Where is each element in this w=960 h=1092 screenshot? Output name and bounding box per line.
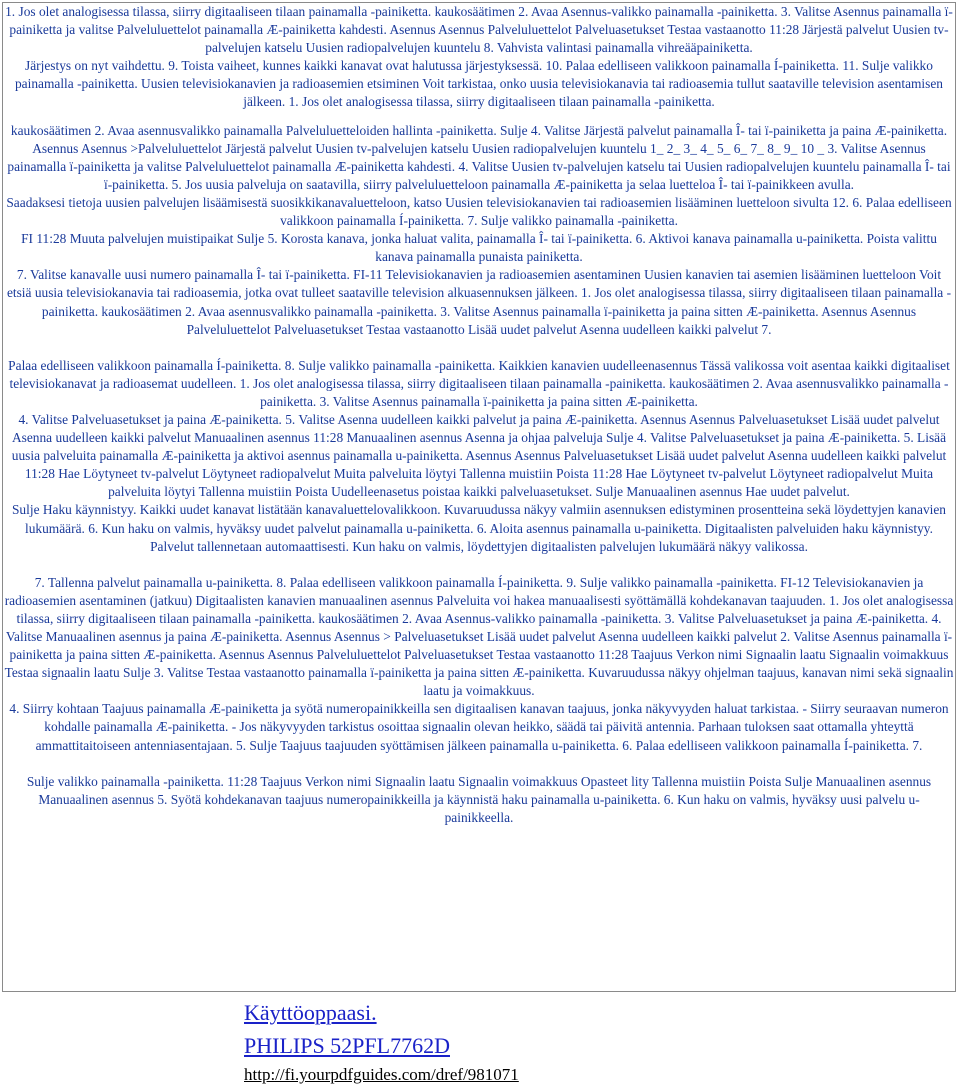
guide-links xyxy=(244,996,519,1088)
paragraph: 4. Valitse Palveluasetukset ja paina Æ-painiketta. 5. Valitse Asenna uudelleen kaikki palvelut ja paina Æ-painiketta. Asennus Asennus Palveluasetukset Lisää uudet palvelut Asenna uudelleen kaikki palvelut Manuaalinen asennus 11:28 Manuaalinen asennus Asenna ja ohjaa palveluja Sulje 4. Valitse Palveluasetukset ja paina Æ-painiketta. 5. Lisää uusia palveluita painamalla Æ-painiketta ja aktivoi asennus painamalla u-painiketta. Asennus Asennus Palveluasetukset Lisää uudet palvelut Asenna uudelleen kaikki palvelut 11:28 Hae Löytyneet tv-palvelut Löytyneet radiopalvelut Muita palveluita löytyi Tallenna muistiin Poista 11:28 Hae Löytyneet tv-palvelut Löytyneet radiopalvelut Muita palveluita löytyi Tallenna muistiin Poista Uudelleenasetus poistaa kaikki palveluasetukset. Sulje Manuaalinen asennus Hae uudet palvelut. xyxy=(11,411,947,500)
document-body xyxy=(4,3,954,827)
paragraph: kaukosäätimen 2. Avaa asennusvalikko painamalla Palveluluetteloiden hallinta -painiketta. Sulje 4. Valitse Järjestä palvelut painamalla Î- tai ï-painiketta ja paina Æ-painiketta. Asennus Asennus >Palveluluettelot Järjestä palvelut Uusien tv-palvelujen katselu Uusien radiopalvelujen kuuntelu 1_ 2_ 3_ 4_ 5_ 6_ 7_ 8_ 9_ 10 _ 3. Valitse Asennus painamalla ï-painiketta ja valitse Palveluluettelot painamalla Æ-painiketta kahdesti. 4. Valitse Uusien tv-palvelujen katselu tai Uusien radiopalvelujen kuuntelu painamalla Î- tai ï-painiketta. 5. Jos uusia palveluja on saatavilla, siirry palveluluetteloon painamalla Æ-painiketta ja selaa luetteloa Î- tai ï-painikkeen avulla. xyxy=(7,122,951,192)
url-link[interactable]: http://fi.yourpdfguides.com/dref/981071 xyxy=(244,1065,519,1084)
paragraph: 7. Tallenna palvelut painamalla u-painiketta. 8. Palaa edelliseen valikkoon painamalla Í-painiketta. 9. Sulje valikko painamalla -painiketta. FI-12 Televisiokanavien ja radioasemien asentaminen (jatkuu) Digitaalisten kanavien manuaalinen asennus Palveluita voi hakea manuaalisesti syöttämällä kohdekanavan taajuuden. 1. Jos olet analogisessa tilassa, siirry digitaaliseen tilaan painamalla -painiketta. kaukosäätimen 2. Avaa Asennus-valikko painamalla -painiketta. 3. Valitse Palveluasetukset ja paina Æ-painiketta. 4. Valitse Manuaalinen asennus ja paina Æ-painiketta. Asennus Asennus > Palveluasetukset Lisää uudet palvelut Asenna uudelleen kaikki palvelut 2. Valitse Asennus painamalla ï-painiketta ja paina sitten Æ-painiketta. Asennus Asennus Palveluluettelot Palveluasetukset Testaa vastaanotto 11:28 Taajuus Verkon nimi Signaalin laatu Signaalin voimakkuus Testaa signaalin laatu Sulje 3. Valitse Testaa vastaanotto painamalla ï-painiketta ja paina sitten Æ-painiketta. Kuvaruudussa näkyy ohjelman taajuus, kanavan nimi sekä signaalin laatu ja voimakkuus. xyxy=(4,574,954,699)
paragraph: Järjestys on nyt vaihdettu. 9. Toista vaiheet, kunnes kaikki kanavat ovat halutussa järjestyksessä. 10. Palaa edelliseen valikkoon painamalla Í-painiketta. 11. Sulje valikko painamalla -painiketta. Uusien televisiokanavien ja radioasemien etsiminen Voit tarkistaa, onko uusia televisiokanavia tai radioasemia tullut saataville television asentamisen jälkeen. 1. Jos olet analogisessa tilassa, siirry digitaaliseen tilaan painamalla -painiketta. xyxy=(14,58,944,110)
paragraph: Sulje Haku käynnistyy. Kaikki uudet kanavat listätään kanavaluettelovalikkoon. Kuvaruudussa näkyy valmiin asennuksen edistyminen prosentteina sekä löydettyjen kanavien lukumäärä. 6. Kun haku on valmis, hyväksy uudet palvelut painamalla u-painiketta. 6. Aloita asennus painamalla u-painiketta. Digitaalisten palveluiden haku käynnistyy. Palvelut tallennetaan automaattisesti. Kun haku on valmis, löydettyjen digitaalisten palvelujen lukumäärä näkyy valikossa. xyxy=(11,502,946,554)
paragraph: FI 11:28 Muuta palvelujen muistipaikat Sulje 5. Korosta kanava, jonka haluat valita, painamalla Î- tai ï-painiketta. 6. Aktivoi kanava painamalla u-painiketta. Poista valittu kanava painamalla punaista painiketta. xyxy=(21,231,937,265)
paragraph: 1. Jos olet analogisessa tilassa, siirry digitaaliseen tilaan painamalla -painiketta. kaukosäätimen 2. Avaa Asennus-valikko painamalla -painiketta. 3. Valitse Asennus painamalla ï-painiketta ja valitse Palveluluettelot painamalla Æ-painiketta kahdesti. Asennus Asennus Palveluluettelot Palveluasetukset Testaa vastaanotto 11:28 Järjestä palvelut Uusien tv-palvelujen katselu Uusien radiopalvelujen kuuntelu 8. Vahvista valintasi painamalla vihreääpainiketta. xyxy=(5,4,953,56)
paragraph: Palaa edelliseen valikkoon painamalla Í-painiketta. 8. Sulje valikko painamalla -painiketta. Kaikkien kanavien uudelleenasennus Tässä valikossa voit asentaa kaikki digitaaliset televisiokanavat ja radioasemat uudelleen. 1. Jos olet analogisessa tilassa, siirry digitaaliseen tilaan painamalla -painiketta. kaukosäätimen 2. Avaa asennusvalikko painamalla -painiketta. 3. Valitse Asennus painamalla ï-painiketta ja paina sitten Æ-painiketta. xyxy=(8,357,950,409)
manual-link[interactable]: Käyttöoppaasi. xyxy=(244,1000,377,1025)
paragraph: Sulje valikko painamalla -painiketta. 11:28 Taajuus Verkon nimi Signaalin laatu Signaalin voimakkuus Opasteet lity Tallenna muistiin Poista Sulje Manuaalinen asennus Manuaalinen asennus 5. Syötä kohdekanavan taajuus numeropainikkeilla ja käynnistä haku painamalla u-painiketta. 6. Kun haku on valmis, hyväksy uusi palvelu u-painikkeella. xyxy=(26,773,932,825)
paragraph: Saadaksesi tietoja uusien palvelujen lisäämisestä suosikkikanavaluetteloon, katso Uusien televisiokanavien tai radioasemien lisääminen luetteloon sivulta 12. 6. Palaa edelliseen valikkoon painamalla Í-painiketta. 7. Sulje valikko painamalla -painiketta. xyxy=(6,194,952,229)
paragraph: 4. Siirry kohtaan Taajuus painamalla Æ-painiketta ja syötä numeropainikkeilla sen digitaalisen kanavan taajuus, jonka näkyvyyden haluat tarkistaa. - Siirry seuraavan numeron kohdalle painamalla Æ-painiketta. - Jos näkyvyyden tarkistus osoittaa signaalin olevan heikko, säädä tai päivitä antennia. Parhaan tuloksen saat ottamalla yhteyttä ammattitaitoiseen antenniasentajaan. 5. Sulje Taajuus taajuuden syöttämisen jälkeen painamalla u-painiketta. 6. Palaa edelliseen valikkoon painamalla Í-painiketta. 7. xyxy=(9,701,949,753)
model-link[interactable]: PHILIPS 52PFL7762D xyxy=(244,1033,450,1058)
paragraph: 7. Valitse kanavalle uusi numero painamalla Î- tai ï-painiketta. FI-11 Televisiokanavien ja radioasemien asentaminen Uusien kanavien tai asemien lisääminen luetteloon Voit etsiä uusia televisiokanavia tai radioasemia, jotka ovat tulleet saataville television alkuasennuksen jälkeen. 1. Jos olet analogisessa tilassa, siirry digitaaliseen tilaan painamalla -painiketta. kaukosäätimen 2. Avaa asennusvalikko painamalla -painiketta. 3. Valitse Asennus painamalla ï-painiketta ja paina sitten Æ-painiketta. Asennus Asennus Palveluluettelot Palveluasetukset Testaa vastaanotto Lisää uudet palvelut Asenna uudelleen kaikki palvelut 7. xyxy=(6,267,952,337)
